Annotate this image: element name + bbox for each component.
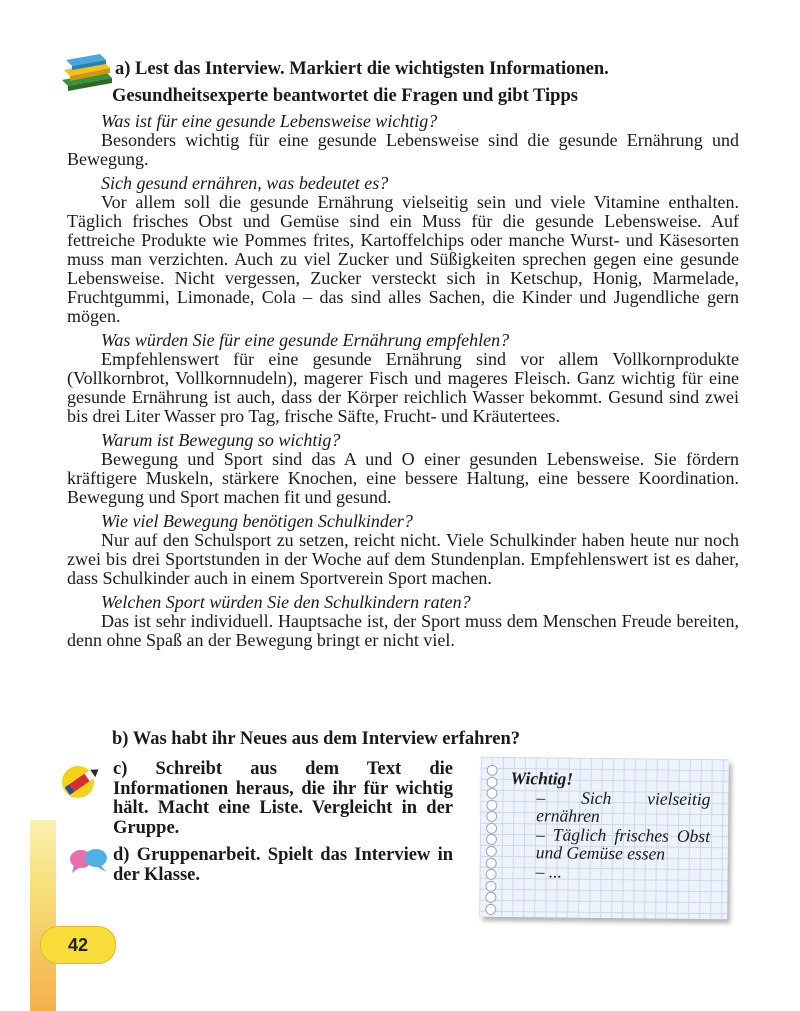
interview-question: Was ist für eine gesunde Lebensweise wichtig? (101, 111, 438, 131)
qa-block (67, 431, 739, 507)
qa-block (67, 593, 739, 650)
interview-answer: Das ist sehr individuell. Hauptsache ist, der Sport muss dem Menschen Freude bereiten, denn ohne Spaß an der Bewegung bringt er nicht viel. (67, 611, 739, 650)
note-title: Wichtig! (510, 768, 574, 789)
interview-text (67, 112, 739, 655)
side-stripe (30, 820, 56, 1011)
interview-question: Wie viel Bewegung benötigen Schulkinder? (101, 511, 413, 531)
note-item: – ... (535, 860, 563, 882)
notepad-card (479, 757, 729, 920)
qa-block (67, 174, 739, 326)
page-number: 42 (40, 926, 116, 964)
qa-block (67, 112, 739, 169)
task-d: d) Gruppenarbeit. Spielt das Interview in der Klasse. (113, 845, 453, 885)
qa-block (67, 512, 739, 588)
books-icon (60, 50, 114, 92)
interview-answer: Bewegung und Sport sind das A und O einer gesunden Lebensweise. Sie fördern kräftigere Muskeln, stärkere Knochen, eine bessere Haltung, eine bessere Koordination. Bewegung und Sport machen fit und gesund. (67, 449, 739, 507)
task-c: c) Schreibt aus dem Text die Informationen heraus, die ihr für wichtig hält. Macht eine Liste. Vergleicht in der Gruppe. (113, 759, 453, 838)
note-item: – Sich vielseitig ernähren (536, 786, 711, 826)
spiral-binding (485, 765, 497, 915)
qa-block (67, 331, 739, 426)
interview-question: Was würden Sie für eine gesunde Ernährung empfehlen? (101, 330, 510, 350)
pen-icon (58, 760, 104, 800)
interview-question: Warum ist Bewegung so wichtig? (101, 430, 341, 450)
task-b: b) Was habt ihr Neues aus dem Interview erfahren? (112, 729, 521, 749)
speech-bubbles-icon (66, 846, 110, 878)
interview-answer: Nur auf den Schulsport zu setzen, reicht nicht. Viele Schulkinder haben heute nur noch zwei bis drei Sportstunden in der Woche auf dem Stundenplan. Empfehlenswert ist es daher, dass Schulkinder auch in einem Sportverein Sport machen. (67, 530, 739, 588)
interview-question: Sich gesund ernähren, was bedeutet es? (101, 173, 389, 193)
note-content (510, 769, 711, 882)
interview-question: Welchen Sport würden Sie den Schulkindern raten? (101, 592, 471, 612)
task-a: a) Lest das Interview. Markiert die wichtigsten Informationen. (115, 59, 609, 79)
interview-answer: Empfehlenswert für eine gesunde Ernährung sind vor allem Vollkornprodukte (Vollkornbrot, Vollkornnudeln), magerer Fisch und mageres Fleisch. Ganz wichtig für eine gesunde Ernährung ist auch, dass der Körper reichlich Wasser bekommt. Gesund sind zwei bis drei Liter Wasser pro Tag, frische Säfte, Frucht- und Kräutertees. (67, 349, 739, 426)
interview-answer: Besonders wichtig für eine gesunde Lebensweise sind die gesunde Ernährung und Bewegung. (67, 130, 739, 169)
interview-answer: Vor allem soll die gesunde Ernährung vielseitig sein und viele Vitamine enthalten. Täglich frisches Obst und Gemüse sind ein Muss für die gesunde Lebensweise. Auf fettreiche Produkte wie Pommes frites, Kartoffelchips oder manche Wurst- und Käsesorten muss man verzichten. Auch zu viel Zucker und Süßigkeiten sprechen gegen eine gesunde Lebensweise. Nicht vergessen, Zucker versteckt sich in Ketschup, Honig, Marmelade, Fruchtgummi, Limonade, Cola – das sind alles Sachen, die Kinder und Jugendliche gern mögen. (67, 192, 739, 326)
note-item: – Täglich frisches Obst und Gemüse essen (535, 823, 711, 864)
article-title: Gesundheitsexperte beantwortet die Fragen und gibt Tipps (112, 86, 578, 106)
